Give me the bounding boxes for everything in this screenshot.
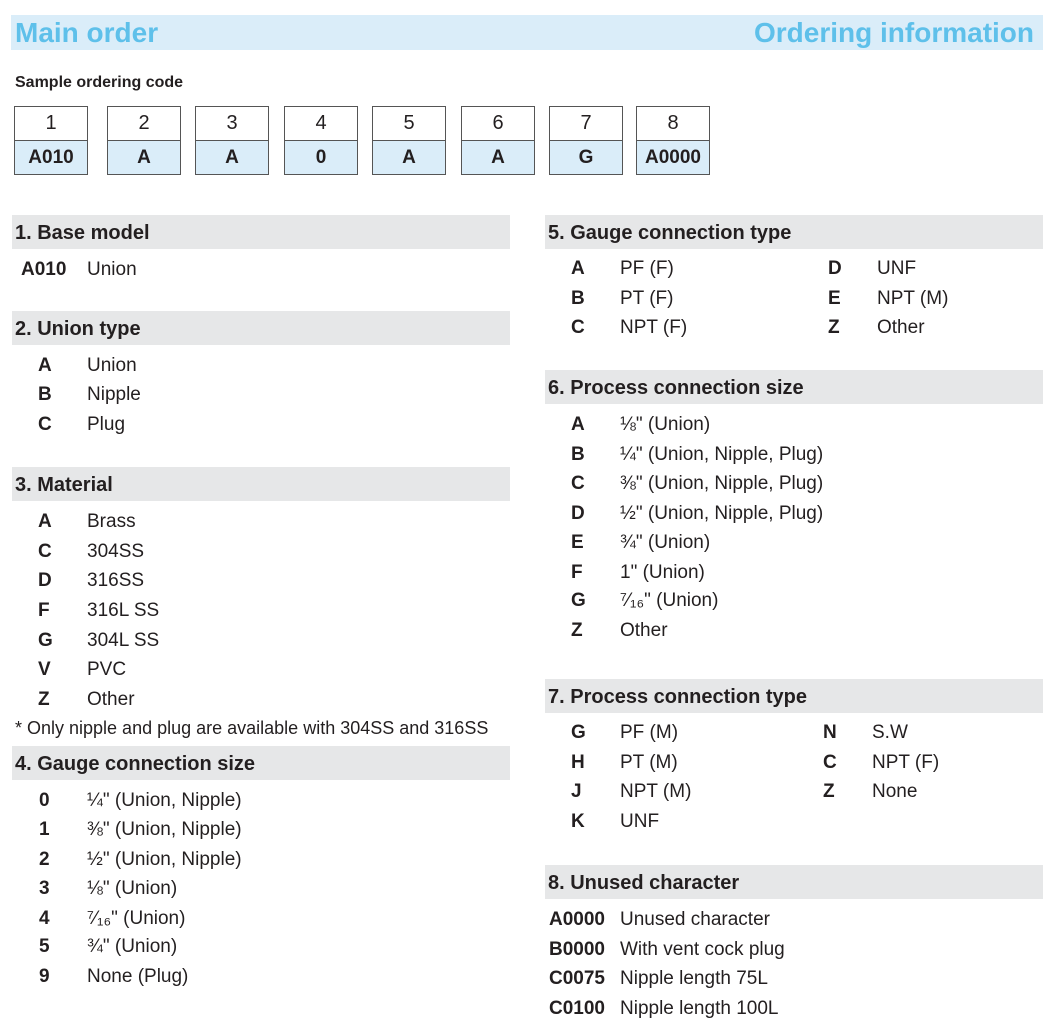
option-code: E [571,532,584,553]
code-position-value: A [372,140,446,175]
code-position-value: G [549,140,623,175]
option-description: Brass [87,511,136,532]
option-description: ⅛" (Union) [87,878,178,899]
section-header-gauge-connection-type: 5. Gauge connection type [545,215,1043,249]
code-box-7 [549,106,623,174]
section-header-process-connection-type: 7. Process connection type [545,679,1043,713]
option-description: ⁷⁄₁₆" (Union) [87,908,186,929]
option-description: 304SS [87,541,145,562]
option-description: UNF [877,258,917,279]
option-code: H [571,752,585,773]
option-code: A [38,511,52,532]
option-code: 3 [39,878,50,899]
option-description: PVC [87,659,127,680]
option-code: 1 [39,819,50,840]
code-position-value: A [195,140,269,175]
option-code: B0000 [549,939,605,960]
option-code: F [571,562,583,583]
code-box-5 [372,106,446,174]
option-description: 1" (Union) [620,562,705,583]
code-position-value: A [461,140,535,175]
option-code: A [38,355,52,376]
code-position-number: 8 [636,106,710,140]
option-description: UNF [620,811,660,832]
ordering-information-title: Ordering information [754,17,1034,48]
option-code: G [571,590,586,611]
option-code: B [571,288,585,309]
sample-ordering-code-label: Sample ordering code [15,74,184,91]
section-header-union-type: 2. Union type [12,311,510,345]
option-description: Other [87,689,135,710]
option-code: G [38,630,53,651]
option-description: Unused character [620,909,770,930]
option-code: D [828,258,842,279]
option-description: Union [87,259,137,280]
option-description: NPT (F) [872,752,940,773]
option-code: 5 [39,936,50,957]
option-description: ⅜" (Union, Nipple) [87,819,242,840]
option-description: ¼" (Union, Nipple, Plug) [620,444,824,465]
option-description: ⁷⁄₁₆" (Union) [620,590,719,611]
option-code: D [38,570,52,591]
code-position-value: A0000 [636,140,710,175]
option-description: NPT (M) [877,288,949,309]
option-description: Other [877,317,925,338]
option-description: ½" (Union, Nipple, Plug) [620,503,824,524]
option-code: C [38,414,52,435]
option-code: B [571,444,585,465]
option-description: ⅜" (Union, Nipple, Plug) [620,473,824,494]
option-code: A [571,258,585,279]
option-description: ⅛" (Union) [620,414,711,435]
option-description: Nipple length 75L [620,968,768,989]
option-code: A0000 [549,909,605,930]
option-code: A010 [21,259,67,280]
option-code: Z [571,620,583,641]
code-box-3 [195,106,269,174]
code-position-value: A [107,140,181,175]
code-box-4 [284,106,358,174]
option-code: N [823,722,837,743]
option-description: Union [87,355,137,376]
option-description: Other [620,620,668,641]
option-code: V [38,659,51,680]
section-header-gauge-connection-size: 4. Gauge connection size [12,746,510,780]
option-code: 4 [39,908,50,929]
option-description: ¼" (Union, Nipple) [87,790,242,811]
code-position-value: A010 [14,140,88,175]
option-code: C [571,317,585,338]
option-description: NPT (M) [620,781,692,802]
option-description: With vent cock plug [620,939,785,960]
option-code: K [571,811,585,832]
section-header-unused-character: 8. Unused character [545,865,1043,899]
option-code: Z [828,317,840,338]
option-description: PT (M) [620,752,678,773]
option-description: Plug [87,414,126,435]
code-position-number: 6 [461,106,535,140]
option-description: Nipple length 100L [620,998,779,1019]
option-description: ¾" (Union) [620,532,711,553]
code-position-number: 5 [372,106,446,140]
option-code: C0100 [549,998,605,1019]
option-description: PT (F) [620,288,674,309]
option-description: ¾" (Union) [87,936,178,957]
option-code: D [571,503,585,524]
title-banner [11,15,1043,50]
option-description: S.W [872,722,908,743]
option-description: ½" (Union, Nipple) [87,849,242,870]
code-position-value: 0 [284,140,358,175]
option-code: C [571,473,585,494]
code-position-number: 3 [195,106,269,140]
code-position-number: 4 [284,106,358,140]
option-code: Z [823,781,835,802]
option-description: Nipple [87,384,141,405]
option-code: J [571,781,582,802]
option-code: F [38,600,50,621]
option-description: PF (M) [620,722,679,743]
option-description: None [872,781,918,802]
section-header-material: 3. Material [12,467,510,501]
code-position-number: 2 [107,106,181,140]
option-code: B [38,384,52,405]
section-header-base-model: 1. Base model [12,215,510,249]
code-box-1 [14,106,88,174]
option-code: A [571,414,585,435]
option-description: None (Plug) [87,966,189,987]
option-code: G [571,722,586,743]
option-code: 9 [39,966,50,987]
material-footnote: * Only nipple and plug are available with 304SS and 316SS [15,718,489,738]
option-code: 0 [39,790,50,811]
option-code: 2 [39,849,50,870]
option-code: Z [38,689,50,710]
option-code: C0075 [549,968,605,989]
option-code: C [823,752,837,773]
option-code: C [38,541,52,562]
option-description: 304L SS [87,630,160,651]
section-header-process-connection-size: 6. Process connection size [545,370,1043,404]
option-description: NPT (F) [620,317,688,338]
code-position-number: 7 [549,106,623,140]
main-order-title: Main order [15,17,159,48]
option-description: PF (F) [620,258,674,279]
code-box-6 [461,106,535,174]
option-code: E [828,288,841,309]
code-position-number: 1 [14,106,88,140]
code-box-2 [107,106,181,174]
option-description: 316SS [87,570,145,591]
code-box-8 [636,106,710,174]
option-description: 316L SS [87,600,160,621]
